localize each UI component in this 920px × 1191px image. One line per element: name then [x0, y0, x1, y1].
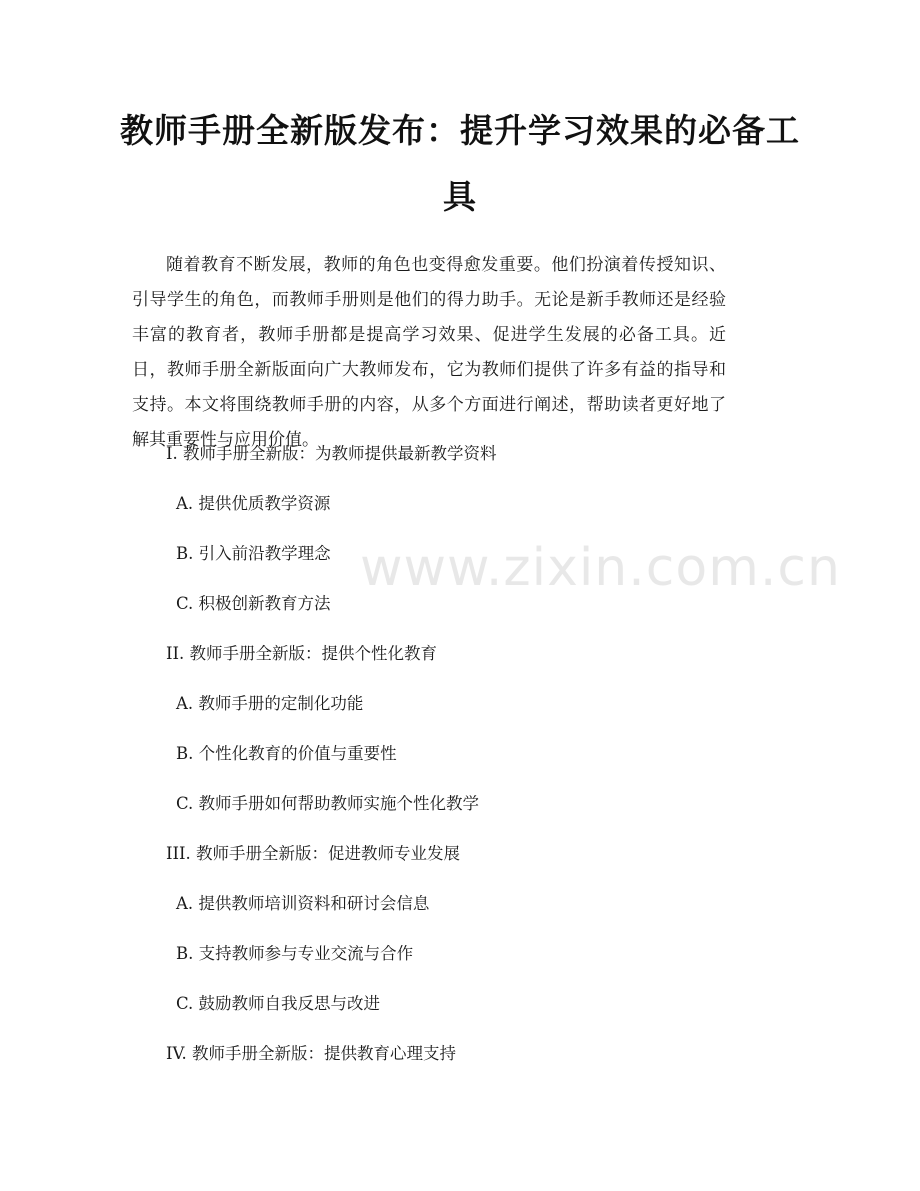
- outline-subitem: B. 个性化教育的价值与重要性: [176, 744, 397, 763]
- outline-heading: II. 教师手册全新版：提供个性化教育: [166, 644, 438, 663]
- outline-subitem: A. 提供教师培训资料和研讨会信息: [176, 894, 430, 913]
- watermark: www.zixin.com.cn: [360, 538, 841, 598]
- outline-subitem: C. 教师手册如何帮助教师实施个性化教学: [176, 794, 480, 813]
- outline-subitem: B. 支持教师参与专业交流与合作: [176, 944, 414, 963]
- document-title: 教师手册全新版发布：提升学习效果的必备工具: [120, 111, 800, 216]
- outline-subitem: A. 教师手册的定制化功能: [176, 694, 364, 713]
- outline-list: [166, 436, 766, 1086]
- outline-heading: IV. 教师手册全新版：提供教育心理支持: [166, 1044, 457, 1063]
- outline-subitem: A. 提供优质教学资源: [176, 494, 331, 513]
- outline-heading: III. 教师手册全新版：促进教师专业发展: [166, 844, 461, 863]
- outline-subitem: C. 积极创新教育方法: [176, 594, 331, 613]
- outline-subitem: C. 鼓励教师自我反思与改进: [176, 994, 381, 1013]
- intro-paragraph: 随着教育不断发展，教师的角色也变得愈发重要。他们扮演着传授知识、引导学生的角色，而教师手册则是他们的得力助手。无论是新手教师还是经验丰富的教育者，教师手册都是提高学习效果、促进学生发展的必备工具。近日，教师手册全新版面向广大教师发布，它为教师们提供了许多有益的指导和支持。本文将围绕教师手册的内容，从多个方面进行阐述，帮助读者更好地了解其重要性与应用价值。: [132, 255, 726, 450]
- outline-subitem: B. 引入前沿教学理念: [176, 544, 331, 563]
- outline-heading: I. 教师手册全新版：为教师提供最新教学资料: [166, 444, 497, 463]
